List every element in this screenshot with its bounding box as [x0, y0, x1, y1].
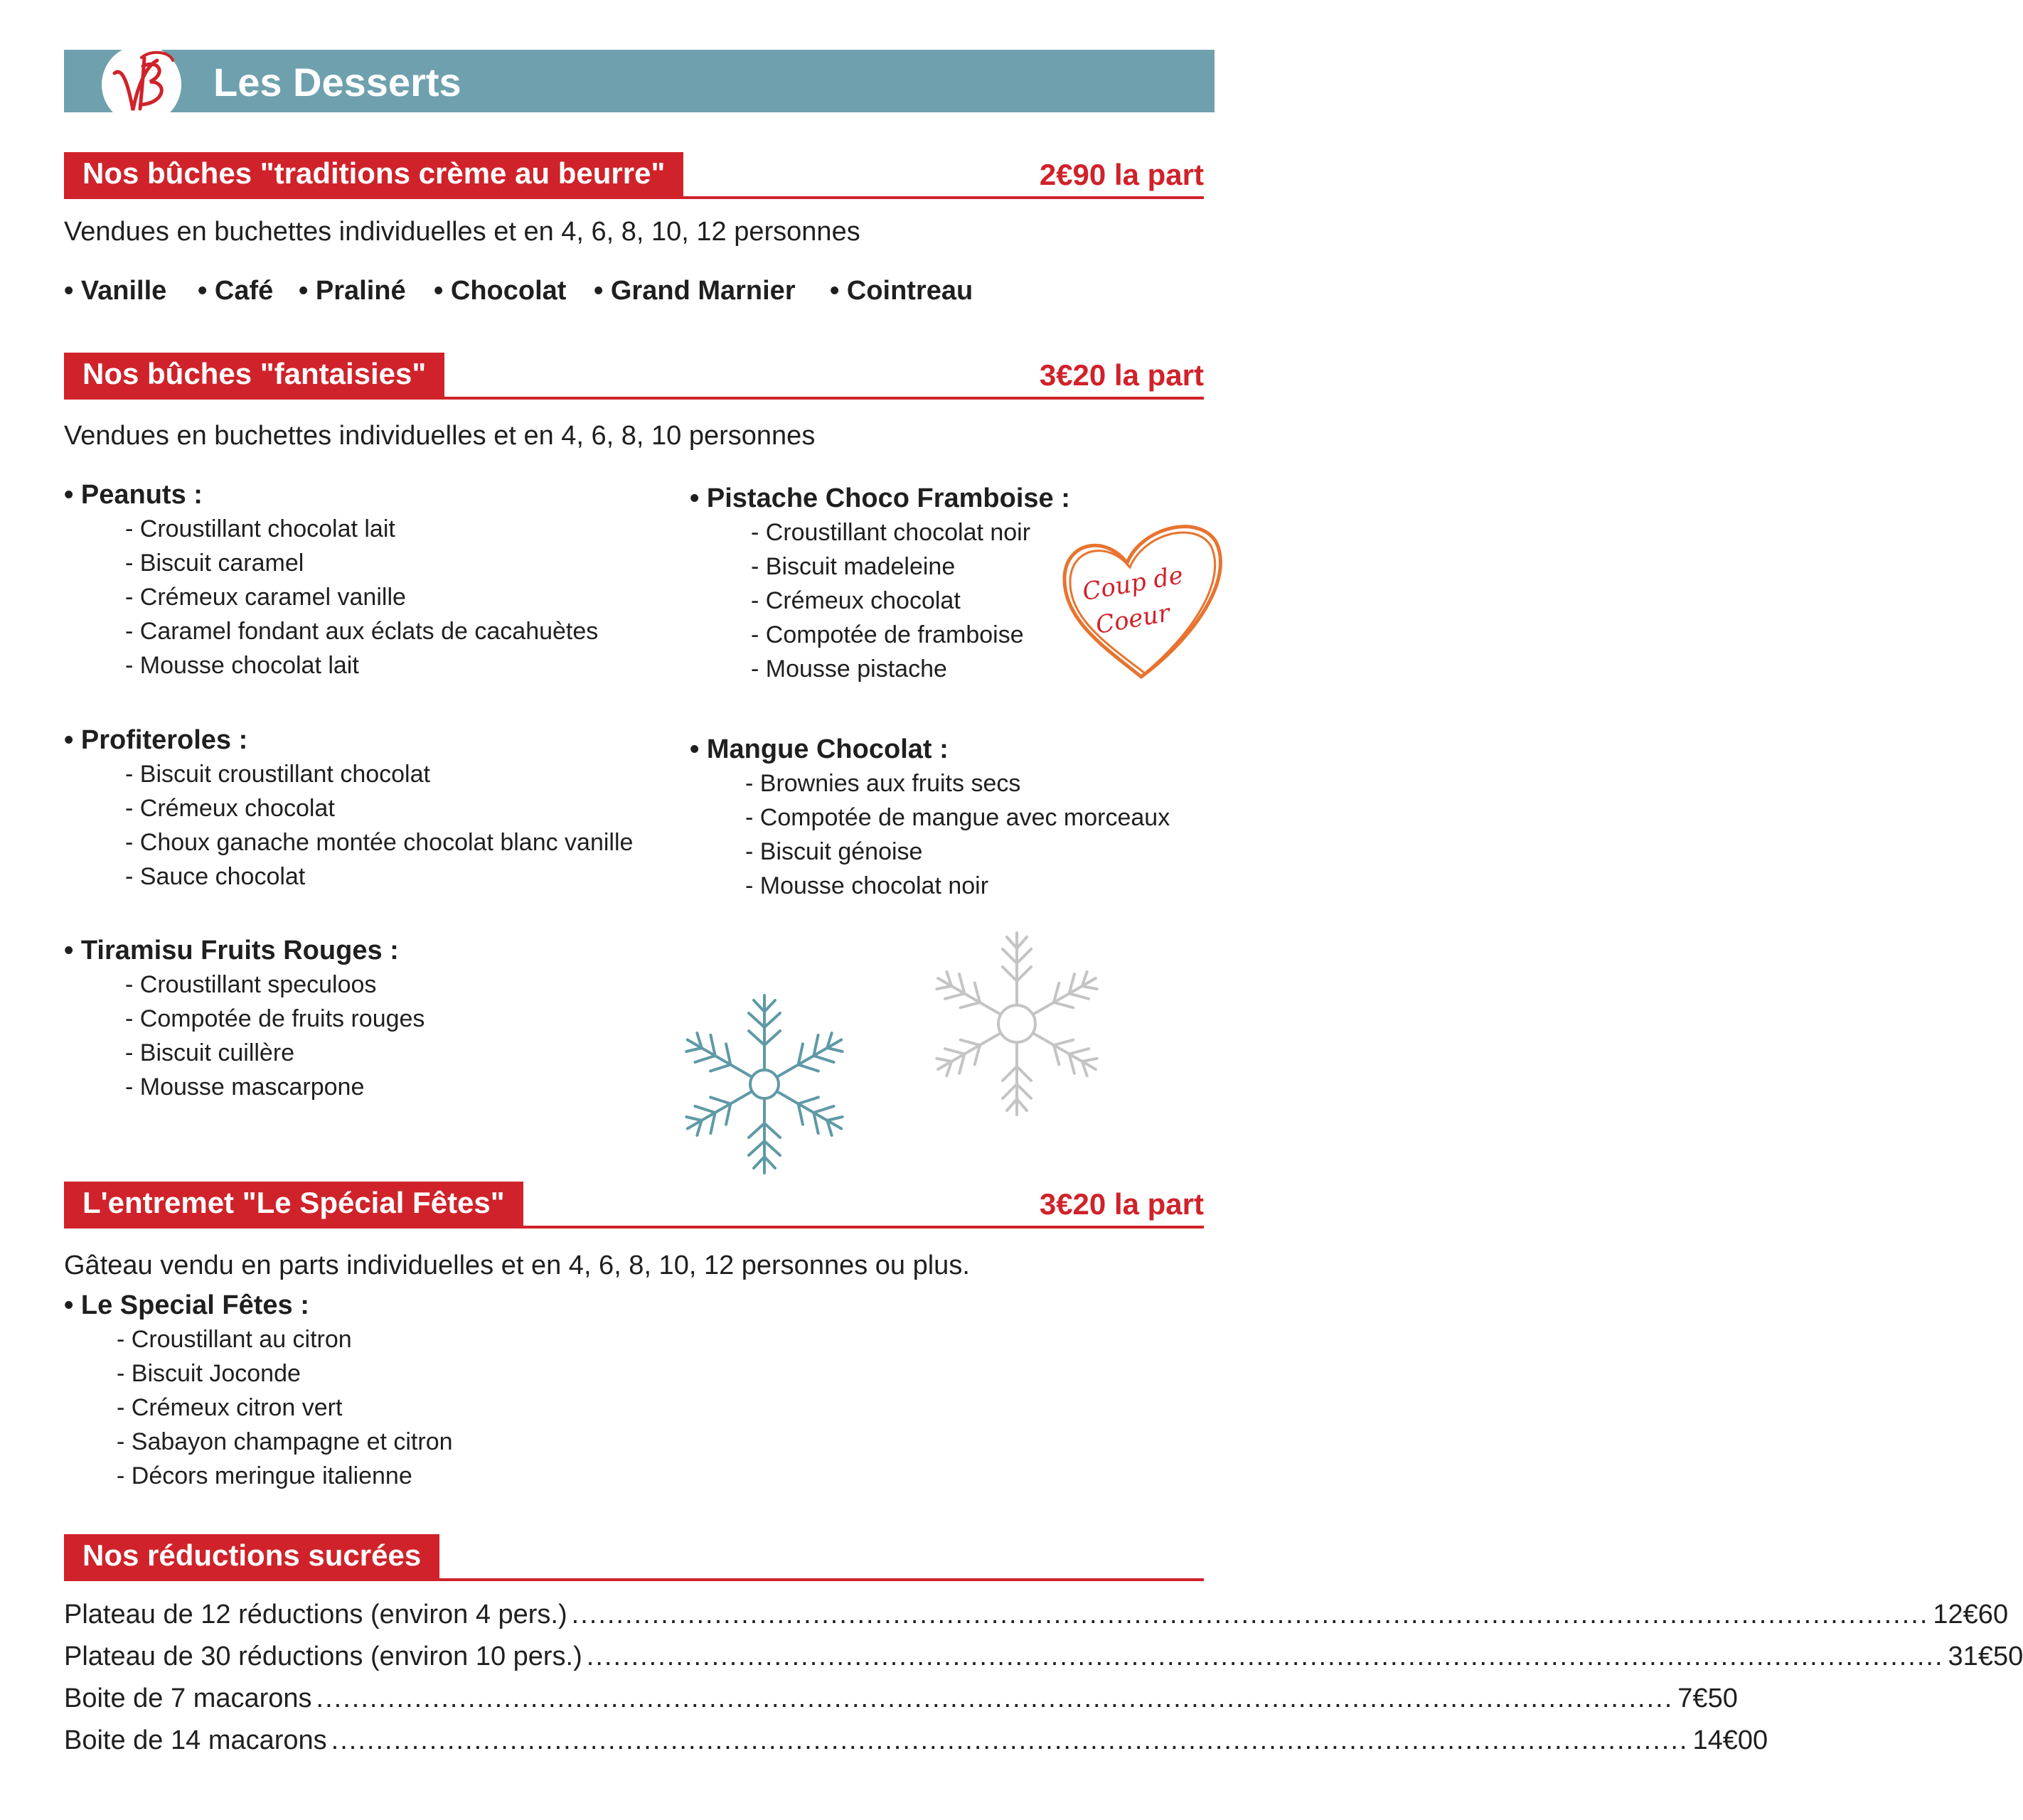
flavor-item: • Chocolat [434, 276, 567, 306]
price-row [64, 1684, 1738, 1719]
component-line: - Mousse chocolat noir [745, 872, 989, 899]
dessert-name: • Le Special Fêtes : [64, 1290, 309, 1320]
section-entremet-label: L'entremet "Le Spécial Fêtes" [64, 1182, 523, 1226]
component-line: - Biscuit caramel [125, 550, 304, 577]
component-line: - Crémeux chocolat [751, 587, 961, 614]
section-divider [64, 1226, 1204, 1228]
component-line: - Sabayon champagne et citron [117, 1428, 453, 1455]
component-line: - Sauce chocolat [125, 863, 306, 890]
dessert-name: • Pistache Choco Framboise : [690, 483, 1070, 513]
section-reductions-label: Nos réductions sucrées [64, 1534, 439, 1578]
price-row-value: 14€00 [1692, 1725, 1768, 1755]
component-line: - Compotée de mangue avec morceaux [745, 804, 1170, 831]
flavor-item: • Vanille [64, 276, 167, 306]
traditions-intro: Vendues en buchettes individuelles et en 4, 6, 8, 10, 12 personnes [64, 217, 860, 247]
section-divider [64, 196, 1204, 199]
snowflake-grey-icon [924, 928, 1109, 1120]
dot-leader: ........................................................................................................................................................ [571, 1600, 1929, 1629]
snowflake-blue-icon [672, 988, 857, 1180]
component-line: - Croustillant chocolat noir [751, 519, 1031, 546]
fantaisies-intro: Vendues en buchettes individuelles et en 4, 6, 8, 10 personnes [64, 421, 816, 451]
section-entremet-price: 3€20 la part [1039, 1187, 1204, 1221]
component-line: - Crémeux chocolat [125, 795, 335, 822]
section-traditions-label: Nos bûches "traditions crème au beurre" [64, 152, 683, 196]
flavor-item: • Grand Marnier [594, 276, 796, 306]
section-traditions-price: 2€90 la part [1039, 158, 1204, 191]
price-row-label: Boite de 14 macarons [64, 1725, 327, 1755]
dessert-item [64, 478, 598, 682]
section-divider [64, 1578, 1204, 1581]
component-line: - Compotée de framboise [751, 621, 1024, 648]
coup-de-coeur-line2: Coeur [1094, 599, 1173, 640]
dessert-name: • Mangue Chocolat : [690, 734, 949, 764]
component-line: - Caramel fondant aux éclats de cacahuètes [125, 618, 599, 645]
component-line: - Biscuit cuillère [125, 1039, 295, 1066]
dot-leader: ........................................................................................................................................................ [586, 1642, 1944, 1671]
component-line: - Biscuit génoise [745, 838, 923, 865]
component-line: - Croustillant speculoos [125, 971, 377, 998]
price-row-label: Plateau de 30 réductions (environ 10 pers.) [64, 1642, 582, 1671]
component-line: - Biscuit croustillant chocolat [125, 761, 430, 788]
component-line: - Croustillant au citron [117, 1326, 352, 1353]
dot-leader: ........................................................................................................................................................ [316, 1684, 1674, 1713]
coup-de-coeur-line1: Coup de [1080, 561, 1185, 607]
flavor-item: • Cointreau [830, 276, 973, 306]
page-title: Les Desserts [213, 60, 461, 105]
flavor-item: • Café [198, 276, 274, 306]
dessert-item [64, 933, 425, 1104]
component-line: - Biscuit madeleine [751, 553, 956, 580]
dessert-item [64, 1288, 453, 1493]
flavor-item: • Praliné [299, 276, 406, 306]
coup-de-coeur-heart-icon [1056, 513, 1230, 684]
price-row-value: 12€60 [1933, 1600, 2009, 1629]
component-line: - Crémeux caramel vanille [125, 584, 406, 611]
dessert-item [690, 481, 1070, 686]
price-row [64, 1725, 1768, 1761]
dessert-name: • Tiramisu Fruits Rouges : [64, 936, 399, 965]
price-row [64, 1642, 2023, 1677]
component-line: - Mousse chocolat lait [125, 652, 359, 679]
component-line: - Compotée de fruits rouges [125, 1005, 425, 1032]
price-row-value: 31€50 [1948, 1642, 2023, 1671]
section-fantaisies-label: Nos bûches "fantaisies" [64, 353, 444, 397]
component-line: - Biscuit Joconde [117, 1360, 301, 1387]
dessert-item [64, 723, 633, 894]
price-row-value: 7€50 [1677, 1684, 1738, 1713]
price-row-label: Boite de 7 macarons [64, 1684, 312, 1713]
component-line: - Mousse mascarpone [125, 1074, 365, 1101]
component-line: - Mousse pistache [751, 655, 947, 682]
price-row [64, 1600, 2009, 1635]
section-fantaisies-price: 3€20 la part [1039, 358, 1204, 392]
entremet-intro: Gâteau vendu en parts individuelles et en 4, 6, 8, 10, 12 personnes ou plus. [64, 1251, 970, 1280]
component-line: - Choux ganache montée chocolat blanc vanille [125, 829, 634, 856]
dot-leader: ........................................................................................................................................................ [331, 1725, 1689, 1755]
component-line: - Brownies aux fruits secs [745, 770, 1021, 797]
dessert-item [690, 732, 1170, 903]
component-line: - Décors meringue italienne [117, 1462, 412, 1489]
brand-logo [102, 45, 181, 124]
dessert-name: • Peanuts : [64, 480, 203, 510]
component-line: - Croustillant chocolat lait [125, 515, 395, 542]
section-divider [64, 397, 1204, 400]
price-row-label: Plateau de 12 réductions (environ 4 pers.) [64, 1600, 567, 1629]
component-line: - Crémeux citron vert [117, 1394, 343, 1421]
dessert-name: • Profiteroles : [64, 725, 248, 755]
